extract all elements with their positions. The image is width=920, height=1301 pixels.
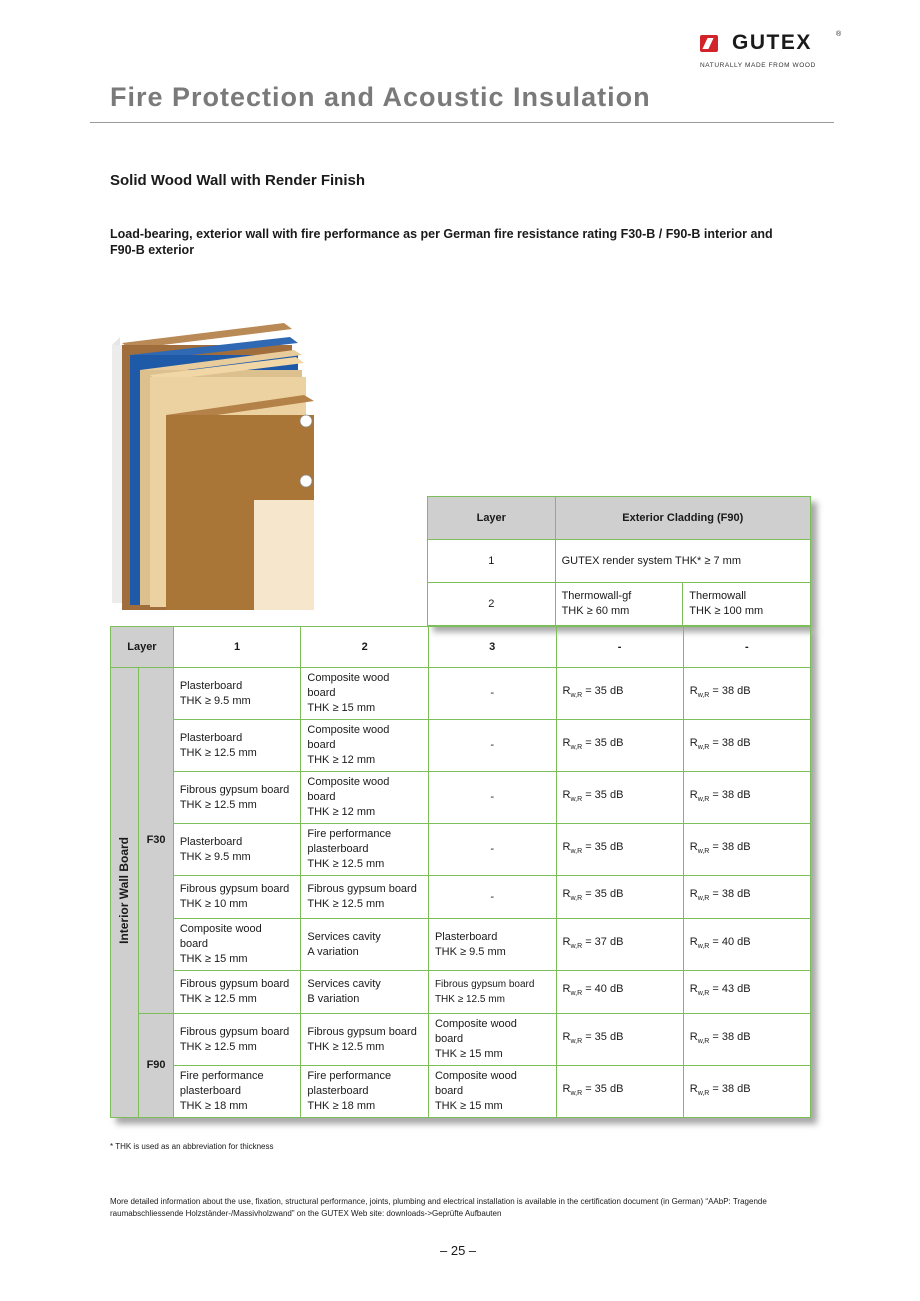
int-col5-header: - bbox=[683, 627, 810, 668]
exterior-cladding-table bbox=[427, 496, 811, 626]
cell-c1: Fibrous gypsum board THK ≥ 12.5 mm bbox=[173, 1014, 301, 1066]
ext-row2-option-b: Thermowall THK ≥ 100 mm bbox=[683, 583, 811, 626]
table-row bbox=[111, 668, 811, 720]
page-number: – 25 – bbox=[440, 1243, 477, 1258]
ext-cladding-header: Exterior Cladding (F90) bbox=[555, 497, 810, 540]
cell-c1: Fibrous gypsum board THK ≥ 12.5 mm bbox=[173, 971, 301, 1014]
f90-group-label: F90 bbox=[139, 1014, 174, 1118]
cell-c3: - bbox=[428, 772, 556, 824]
brand-tagline: NATURALLY MADE FROM WOOD bbox=[700, 62, 816, 69]
cell-c1: Plasterboard THK ≥ 9.5 mm bbox=[173, 824, 301, 876]
cell-c3: - bbox=[428, 668, 556, 720]
rating-r1: $R_{w,R} = 35$ dB bbox=[556, 1066, 683, 1118]
cell-c1: Plasterboard THK ≥ 9.5 mm bbox=[173, 668, 301, 720]
rating-r1: $R_{w,R} = 35$ dB bbox=[556, 772, 683, 824]
rating-r2: $R_{w,R} = 38$ dB bbox=[683, 1066, 810, 1118]
ext-row2-option-a: Thermowall-gf THK ≥ 60 mm bbox=[555, 583, 683, 626]
ext-row2-layer: 2 bbox=[428, 583, 556, 626]
table-row bbox=[111, 824, 811, 876]
table-row bbox=[111, 971, 811, 1014]
cell-c3: Plasterboard THK ≥ 9.5 mm bbox=[428, 919, 556, 971]
table-row bbox=[111, 720, 811, 772]
rating-r1: $R_{w,R} = 40$ dB bbox=[556, 971, 683, 1014]
rating-r2: $R_{w,R} = 40$ dB bbox=[683, 919, 810, 971]
cell-c2: Services cavity A variation bbox=[301, 919, 429, 971]
registered-mark: ® bbox=[836, 31, 842, 38]
cell-c3: - bbox=[428, 876, 556, 919]
gutex-logo-text: GUTEX bbox=[732, 31, 812, 54]
footnote: * THK is used as an abbreviation for thickness bbox=[110, 1142, 274, 1151]
wall-description: Load-bearing, exterior wall with fire performance as per German fire resistance rating F30-B / F90-B interior and F90-B exterior bbox=[110, 227, 773, 257]
gutex-logo-mark bbox=[700, 35, 718, 52]
cell-c1: Fire performance plasterboard THK ≥ 18 mm bbox=[173, 1066, 301, 1118]
cell-c3: Composite wood board THK ≥ 15 mm bbox=[428, 1014, 556, 1066]
page-title: Fire Protection and Acoustic Insulation bbox=[110, 82, 651, 112]
rating-r1: $R_{w,R} = 35$ dB bbox=[556, 720, 683, 772]
interior-wall-board-table bbox=[110, 626, 811, 1118]
rating-r1: $R_{w,R} = 35$ dB bbox=[556, 824, 683, 876]
cell-c2: Fibrous gypsum board THK ≥ 12.5 mm bbox=[301, 876, 429, 919]
cell-c1: Composite wood board THK ≥ 15 mm bbox=[173, 919, 301, 971]
cell-c2: Composite wood board THK ≥ 12 mm bbox=[301, 772, 429, 824]
ext-row1-value: GUTEX render system THK* ≥ 7 mm bbox=[555, 540, 810, 583]
int-col2-header: 2 bbox=[301, 627, 429, 668]
cell-c3: - bbox=[428, 720, 556, 772]
cell-c2: Fire performance plasterboard THK ≥ 18 mm bbox=[301, 1066, 429, 1118]
more-info-text: More detailed information about the use, fixation, structural performance, joints, plumbing and electrical installation is available in the certification document (in German) “AAbP: Tragende raumabschliessende Holzständer-/Massivholzwand” on the GUTEX Web site: downloads->Geprüfte Aufbauten bbox=[110, 1197, 767, 1218]
table-row bbox=[111, 876, 811, 919]
rating-r2: $R_{w,R} = 38$ dB bbox=[683, 824, 810, 876]
section-title: Solid Wood Wall with Render Finish bbox=[110, 172, 365, 189]
cell-c2: Services cavity B variation bbox=[301, 971, 429, 1014]
rating-r2: $R_{w,R} = 43$ dB bbox=[683, 971, 810, 1014]
rating-r1: $R_{w,R} = 35$ dB bbox=[556, 668, 683, 720]
rating-r2: $R_{w,R} = 38$ dB bbox=[683, 876, 810, 919]
cell-c2: Composite wood board THK ≥ 15 mm bbox=[301, 668, 429, 720]
title-divider bbox=[90, 122, 834, 123]
interior-wall-board-label: Interior Wall Board bbox=[111, 668, 139, 1118]
rating-r2: $R_{w,R} = 38$ dB bbox=[683, 720, 810, 772]
ext-layer-header: Layer bbox=[428, 497, 556, 540]
table-row bbox=[111, 919, 811, 971]
cell-c1: Fibrous gypsum board THK ≥ 12.5 mm bbox=[173, 772, 301, 824]
int-layer-header: Layer bbox=[111, 627, 174, 668]
cell-c2: Fire performance plasterboard THK ≥ 12.5 mm bbox=[301, 824, 429, 876]
table-row bbox=[111, 1014, 811, 1066]
cell-c1: Plasterboard THK ≥ 12.5 mm bbox=[173, 720, 301, 772]
cell-c3: Fibrous gypsum board THK ≥ 12.5 mm bbox=[428, 971, 556, 1014]
ext-row1-layer: 1 bbox=[428, 540, 556, 583]
table-row bbox=[111, 772, 811, 824]
int-col1-header: 1 bbox=[173, 627, 301, 668]
cell-c2: Composite wood board THK ≥ 12 mm bbox=[301, 720, 429, 772]
rating-r1: $R_{w,R} = 35$ dB bbox=[556, 876, 683, 919]
int-col4-header: - bbox=[556, 627, 683, 668]
rating-r2: $R_{w,R} = 38$ dB bbox=[683, 772, 810, 824]
wall-layers-illustration bbox=[108, 315, 323, 615]
rating-r1: $R_{w,R} = 37$ dB bbox=[556, 919, 683, 971]
cell-c3: Composite wood board THK ≥ 15 mm bbox=[428, 1066, 556, 1118]
cell-c1: Fibrous gypsum board THK ≥ 10 mm bbox=[173, 876, 301, 919]
rating-r1: $R_{w,R} = 35$ dB bbox=[556, 1014, 683, 1066]
cell-c3: - bbox=[428, 824, 556, 876]
rating-r2: $R_{w,R} = 38$ dB bbox=[683, 668, 810, 720]
int-col3-header: 3 bbox=[428, 627, 556, 668]
table-row bbox=[111, 1066, 811, 1118]
rating-r2: $R_{w,R} = 38$ dB bbox=[683, 1014, 810, 1066]
f30-group-label: F30 bbox=[139, 668, 174, 1014]
cell-c2: Fibrous gypsum board THK ≥ 12.5 mm bbox=[301, 1014, 429, 1066]
